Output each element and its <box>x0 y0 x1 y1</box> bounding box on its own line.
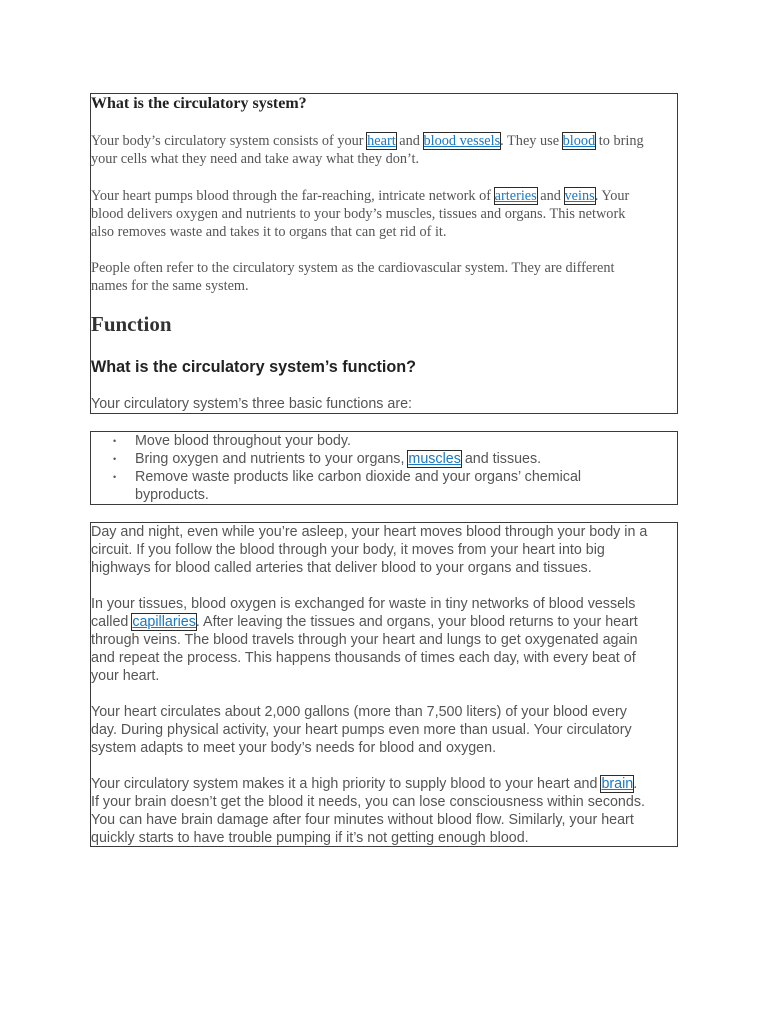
list-item-text: byproducts. <box>135 487 209 503</box>
text-span: Your circulatory system makes it a high priority to supply blood to your heart and <box>91 776 602 792</box>
bullet-icon: • <box>113 436 117 446</box>
details-section <box>90 522 678 847</box>
link-blood[interactable]: blood <box>562 133 596 149</box>
details-p1-line-1: Day and night, even while you’re asleep, your heart moves blood through your body in a <box>91 524 648 540</box>
list-item-text: Move blood throughout your body. <box>135 433 351 449</box>
text-span: . They use <box>500 133 563 149</box>
details-p4-line-2: If your brain doesn’t get the blood it needs, you can lose consciousness within seconds. <box>91 794 645 810</box>
details-p4-line-3: You can have brain damage after four minutes without blood flow. Similarly, your heart <box>91 812 634 828</box>
list-item <box>113 432 653 450</box>
function-subheading: What is the circulatory system’s function? <box>91 358 417 376</box>
bullet-icon: • <box>113 454 117 464</box>
paragraph-2-line-2: blood delivers oxygen and nutrients to your body’s muscles, tissues and organs. This network <box>91 206 626 222</box>
details-p4-line-1 <box>91 775 637 793</box>
bullet-icon: • <box>113 472 117 482</box>
paragraph-1-line-1 <box>91 132 644 150</box>
details-p2-line-4: and repeat the process. This happens thousands of times each day, with every beat of <box>91 650 636 666</box>
link-capillaries[interactable]: capillaries <box>132 614 196 630</box>
functions-list <box>113 432 653 504</box>
link-blood-vessels[interactable]: blood vessels <box>423 133 501 149</box>
section-heading: What is the circulatory system? <box>91 95 307 112</box>
details-p2-line-2 <box>91 613 638 631</box>
text-span: to bring <box>595 133 644 149</box>
link-heart[interactable]: heart <box>367 133 396 149</box>
text-span: . After leaving the tissues and organs, your blood returns to your heart <box>195 614 638 630</box>
details-p2-line-3: through veins. The blood travels through your heart and lungs to get oxygenated again <box>91 632 638 648</box>
list-item <box>113 468 653 504</box>
details-p2-line-1: In your tissues, blood oxygen is exchanged for waste in tiny networks of blood vessels <box>91 596 636 612</box>
paragraph-3-line-1: People often refer to the circulatory system as the cardiovascular system. They are different <box>91 260 615 276</box>
details-p3-line-3: system adapts to meet your body’s needs for blood and oxygen. <box>91 740 497 756</box>
link-veins[interactable]: veins <box>564 188 595 204</box>
paragraph-3-line-2: names for the same system. <box>91 278 249 294</box>
details-p1-line-3: highways for blood called arteries that deliver blood to your organs and tissues. <box>91 560 592 576</box>
link-brain[interactable]: brain <box>601 776 634 792</box>
functions-list-section <box>90 431 678 505</box>
paragraph-2-line-3: also removes waste and takes it to organs that can get rid of it. <box>91 224 447 240</box>
details-p1-line-2: circuit. If you follow the blood through your body, it moves from your heart into big <box>91 542 605 558</box>
text-span: called <box>91 614 133 630</box>
details-p3-line-1: Your heart circulates about 2,000 gallons (more than 7,500 liters) of your blood every <box>91 704 627 720</box>
link-arteries[interactable]: arteries <box>494 188 537 204</box>
details-p4-line-4: quickly starts to have trouble pumping if it’s not getting enough blood. <box>91 830 529 846</box>
paragraph-2-line-1 <box>91 187 629 205</box>
list-item <box>113 450 653 468</box>
link-muscles[interactable]: muscles <box>408 451 461 467</box>
text-span: . Your <box>594 188 630 204</box>
functions-intro: Your circulatory system’s three basic functions are: <box>91 396 413 412</box>
text-span: Your body’s circulatory system consists of your <box>91 133 368 149</box>
function-heading: Function <box>91 312 172 336</box>
details-p3-line-2: day. During physical activity, your heart pumps even more than usual. Your circulatory <box>91 722 632 738</box>
text-span: and <box>536 188 565 204</box>
list-item-text: Bring oxygen and nutrients to your organs, <box>135 451 409 467</box>
text-span: . <box>633 776 638 792</box>
list-item-text: Remove waste products like carbon dioxide and your organs’ chemical <box>135 469 582 485</box>
text-span: Your heart pumps blood through the far-reaching, intricate network of <box>91 188 495 204</box>
details-p2-line-5: your heart. <box>91 668 160 684</box>
paragraph-1-line-2: your cells what they need and take away what they don’t. <box>91 151 420 167</box>
intro-section <box>90 93 678 414</box>
text-span: and <box>395 133 424 149</box>
list-item-text: and tissues. <box>460 451 542 467</box>
